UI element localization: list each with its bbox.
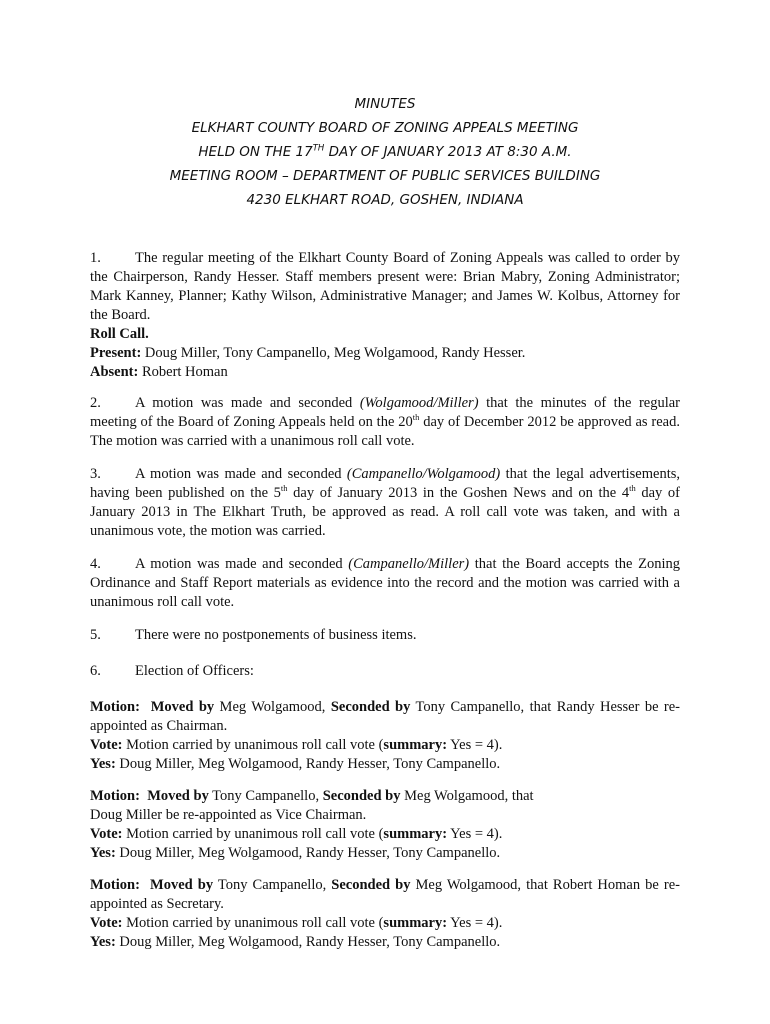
item-number: 2. [90, 395, 101, 411]
heading-board: ELKHART COUNTY BOARD OF ZONING APPEALS MEETING [191, 120, 579, 136]
item-3: 3. A motion was made and seconded (Campanello/Wolgamood) that the legal advertisements, having been published on the 5th day of January 2013 in the Goshen News and on the 4th day of January 2013 in The Elkhart Truth, be approved as read. A roll call vote was taken, and with a unanimous vote, the motion was carried. [90, 466, 681, 539]
heading-location: MEETING ROOM – DEPARTMENT OF PUBLIC SERVICES BUILDING [169, 168, 601, 184]
document-heading [0, 92, 770, 212]
item-1-paragraph: 1. The regular meeting of the Elkhart County Board of Zoning Appeals was called to order by the Chairperson, Randy Hesser. Staff members present were: Brian Mabry, Zoning Administrator; Mark Kanney, Planner; Kathy Wilson, Administrative Manager; and James W. Kolbus, Attorney for the Board. [90, 250, 680, 323]
present-line: Present: Doug Miller, Tony Campanello, Meg Wolgamood, Randy Hesser. [90, 345, 526, 361]
motion-secretary [90, 876, 680, 952]
motion-line: Motion: Moved by Tony Campanello, Seconded by Meg Wolgamood, that [90, 788, 534, 804]
item-number: 4. [90, 556, 101, 572]
vote-line: Vote: Motion carried by unanimous roll call vote (summary: Yes = 4). [90, 915, 503, 931]
item-number: 1. [90, 250, 101, 266]
motion-line: Motion: Moved by Tony Campanello, Seconded by Meg Wolgamood, that Robert Homan be re-appointed as Secretary. [90, 877, 680, 912]
vote-line: Vote: Motion carried by unanimous roll call vote (summary: Yes = 4). [90, 826, 503, 842]
heading-address: 4230 ELKHART ROAD, GOSHEN, INDIANA [246, 192, 524, 208]
item-4: 4. A motion was made and seconded (Campanello/Miller) that the Board accepts the Zoning Ordinance and Staff Report materials as evidence into the record and the motion was carried with a unanimous roll call vote. [90, 556, 680, 610]
heading-date: HELD ON THE 17TH DAY OF JANUARY 2013 AT 8:30 A.M. [198, 143, 572, 160]
heading-ordinal: TH [312, 143, 325, 154]
motion-chairman [90, 698, 680, 774]
motion-line-continued: Doug Miller be re-appointed as Vice Chairman. [90, 807, 367, 823]
item-number: 6. [90, 663, 101, 679]
item-1 [90, 249, 680, 382]
motion-vice-chairman [90, 787, 680, 863]
item-6: 6. Election of Officers: [90, 663, 254, 679]
motion-movers: (Wolgamood/Miller) [359, 395, 479, 411]
motion-movers: (Campanello/Wolgamood) [346, 466, 501, 482]
yes-line: Yes: Doug Miller, Meg Wolgamood, Randy Hesser, Tony Campanello. [90, 756, 501, 772]
vote-line: Vote: Motion carried by unanimous roll call vote (summary: Yes = 4). [90, 737, 503, 753]
roll-call-heading: Roll Call. [90, 326, 149, 342]
item-number: 3. [90, 466, 101, 482]
item-5: 5. There were no postponements of business items. [90, 627, 417, 643]
item-number: 5. [90, 627, 101, 643]
heading-title: MINUTES [354, 96, 416, 112]
item-2: 2. A motion was made and seconded (Wolgamood/Miller) that the minutes of the regular meeting of the Board of Zoning Appeals held on the 20th day of December 2012 be approved as read. The motion was carried with a unanimous roll call vote. [90, 395, 680, 449]
motion-line: Motion: Moved by Meg Wolgamood, Seconded by Tony Campanello, that Randy Hesser be re-appointed as Chairman. [90, 699, 681, 734]
motion-movers: (Campanello/Miller) [348, 556, 470, 572]
yes-line: Yes: Doug Miller, Meg Wolgamood, Randy Hesser, Tony Campanello. [90, 934, 501, 950]
yes-line: Yes: Doug Miller, Meg Wolgamood, Randy Hesser, Tony Campanello. [90, 845, 501, 861]
absent-line: Absent: Robert Homan [90, 364, 228, 380]
